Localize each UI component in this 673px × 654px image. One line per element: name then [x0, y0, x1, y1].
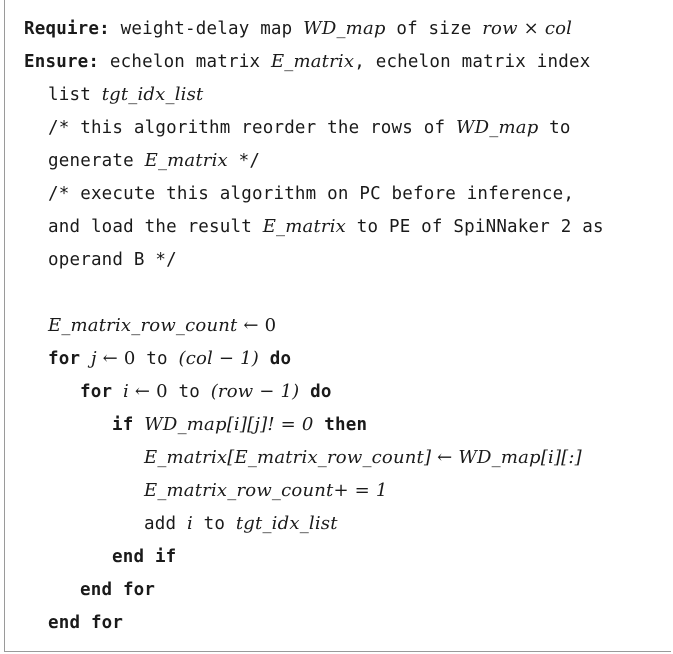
require-row: row	[482, 18, 518, 39]
comment-1-variable-2: E_matrix	[144, 150, 228, 171]
comment-2-text-c: to PE of SpiNNaker 2 as	[346, 217, 604, 237]
require-variable: WD_map	[303, 18, 386, 39]
ensure-text-2: , echelon matrix index	[354, 52, 591, 72]
init-variable: E_matrix_row_count	[48, 315, 238, 336]
ensure-keyword: Ensure:	[24, 52, 100, 72]
for-i-start: 0	[156, 381, 168, 402]
add-keyword: add	[144, 514, 187, 534]
comment-1-text-a: /* this algorithm reorder the rows of	[48, 118, 456, 138]
require-times: ×	[517, 18, 545, 39]
increment-line	[144, 480, 388, 502]
comment-1-variable: WD_map	[455, 117, 539, 138]
comment-2-variable: E_matrix	[262, 216, 347, 237]
for-j-to: to	[135, 349, 179, 369]
init-line	[48, 315, 276, 337]
for-j-keyword: for	[48, 349, 81, 369]
for-i-variable: i	[122, 381, 129, 402]
comment-1-text-d: */	[227, 151, 261, 171]
assign-expression: E_matrix[E_matrix_row_count] ← WD_map[i][:]	[144, 447, 582, 468]
add-target: tgt_idx_list	[235, 513, 338, 534]
for-j-line	[48, 348, 291, 370]
comment-2-text-d: operand B */	[48, 250, 177, 270]
for-j-do: do	[269, 349, 292, 369]
comment-2-line-2	[48, 216, 604, 238]
add-to: to	[192, 514, 236, 534]
comment-1-line-1	[48, 117, 571, 139]
assign-line	[144, 447, 582, 469]
if-line	[112, 414, 367, 436]
require-text: weight-delay map	[109, 19, 304, 39]
comment-1-line-2	[48, 150, 260, 172]
comment-2-text-a: /* execute this algorithm on PC before inference,	[48, 184, 575, 204]
for-j-arrow: ←	[96, 348, 124, 369]
ensure-variable: E_matrix	[270, 51, 355, 72]
for-j-variable: j	[90, 348, 97, 369]
end-for-outer-line	[48, 612, 123, 634]
ensure-line	[24, 51, 590, 73]
if-keyword: if	[112, 415, 134, 435]
ensure-variable-2: tgt_idx_list	[101, 84, 204, 105]
require-keyword: Require:	[24, 19, 110, 39]
ensure-cont-text: list	[48, 85, 102, 105]
end-if-keyword: end if	[112, 547, 177, 567]
end-for-inner-line	[80, 579, 155, 601]
comment-2-line-3	[48, 249, 177, 271]
ensure-continuation	[48, 84, 204, 106]
increment-expression: E_matrix_row_count+ = 1	[144, 480, 388, 501]
require-text-2: of size	[385, 19, 483, 39]
init-arrow: ←	[237, 315, 265, 336]
for-i-end: (row − 1)	[210, 381, 300, 402]
ensure-text: echelon matrix	[99, 52, 271, 72]
add-variable: i	[186, 513, 193, 534]
for-i-to: to	[167, 382, 211, 402]
for-i-arrow: ←	[128, 381, 157, 402]
end-for-inner-keyword: end for	[80, 580, 156, 600]
if-condition: WD_map[i][j]! = 0	[144, 414, 314, 435]
for-i-line	[80, 381, 332, 403]
for-j-end: (col − 1)	[178, 348, 259, 369]
add-line	[144, 513, 338, 535]
comment-1-text-b: to	[538, 118, 571, 138]
require-line	[24, 18, 572, 40]
comment-2-text-b: and load the result	[48, 217, 263, 237]
comment-1-text-c: generate	[48, 151, 145, 171]
then-keyword: then	[324, 415, 368, 435]
comment-2-line-1	[48, 183, 574, 205]
init-value: 0	[264, 315, 277, 336]
end-if-line	[112, 546, 176, 568]
require-col: col	[544, 18, 573, 39]
for-i-keyword: for	[80, 382, 113, 402]
for-j-start: 0	[123, 348, 136, 369]
for-i-do: do	[310, 382, 332, 402]
end-for-outer-keyword: end for	[48, 613, 124, 633]
